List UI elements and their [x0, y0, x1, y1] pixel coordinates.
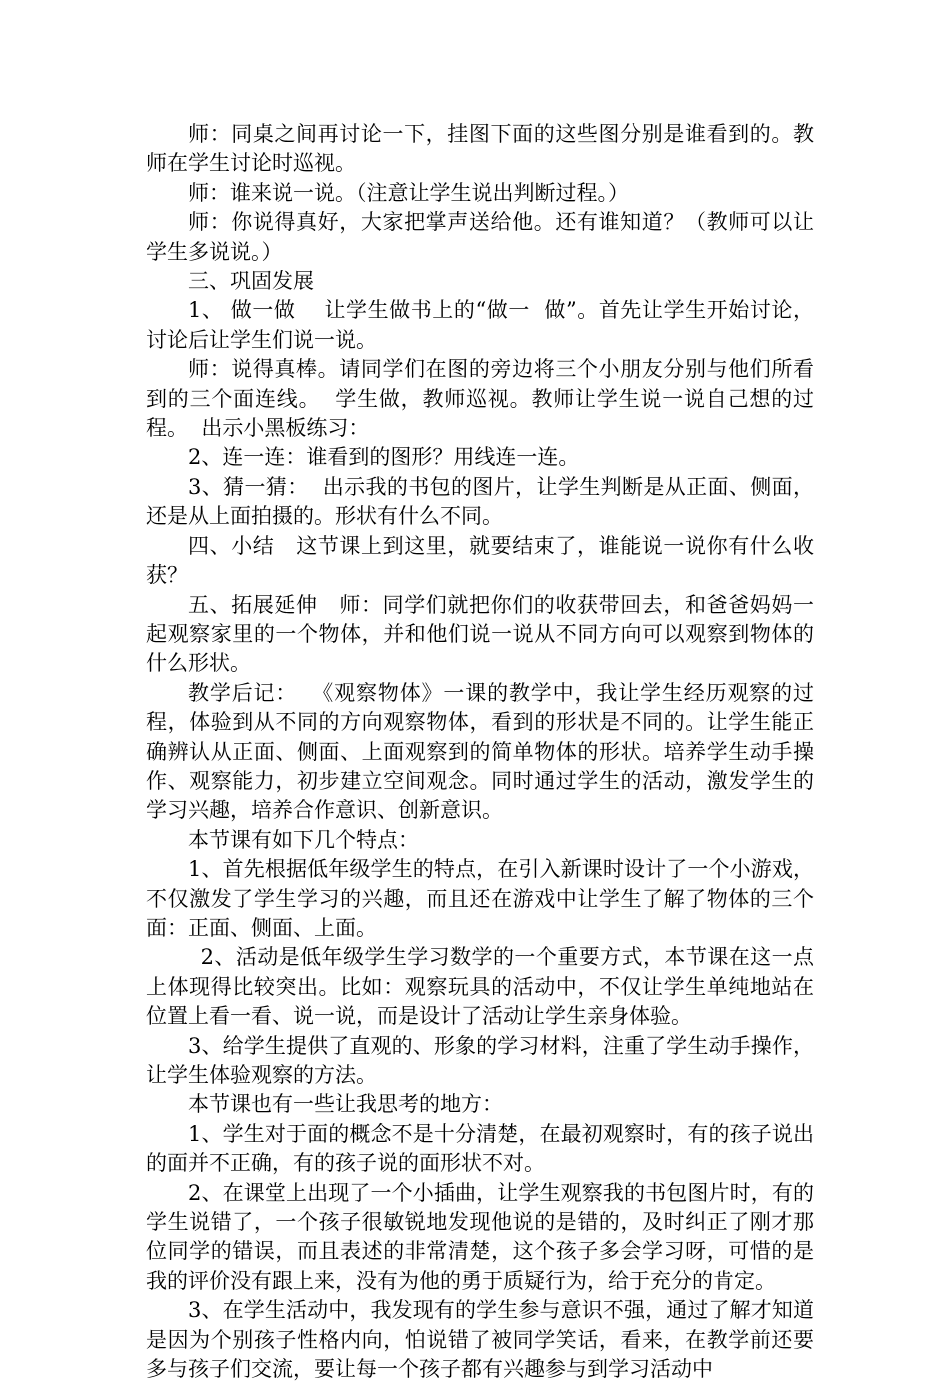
paragraph-thought-1: 1、学生对于面的概念不是十分清楚，在最初观察时，有的孩子说出的面并不正确，有的孩子说的面形状不对。	[146, 1121, 814, 1176]
paragraph-do-it: 1、 做一做 让学生做书上的“做一 做”。首先让学生开始讨论，讨论后让学生们说一说。	[146, 298, 814, 352]
paragraph-features-intro: 本节课有如下几个特点：	[188, 827, 419, 852]
paragraph-feature-2: 2、活动是低年级学生学习数学的一个重要方式，本节课在这一点上体现得比较突出。比如：观察玩具的活动中，不仅让学生单纯地站在位置上看一看、说一说，而是设计了活动让学生亲身体验。	[146, 945, 814, 1029]
paragraph-who-says: 师：谁来说一说。（注意让学生说出判断过程。）	[188, 180, 629, 205]
paragraph-teaching-reflection: 教学后记： 《观察物体》一课的教学中，我让学生经历观察的过程，体验到从不同的方向观察物体，看到的形状是不同的。让学生能正确辨认从正面、侧面、上面观察到的简单物体的形状。培养学生动手操作、观察能力，初步建立空间观念。同时通过学生的活动，激发学生的学习兴趣，培养合作意识、创新意识。	[146, 680, 814, 823]
paragraph-thought-3: 3、在学生活动中，我发现有的学生参与意识不强，通过了解才知道是因为个别孩子性格内向，怕说错了被同学笑话，看来，在教学前还要多与孩子们交流，要让每一个孩子都有兴趣参与到学习活动中	[146, 1298, 814, 1382]
paragraph-discussion: 师：同桌之间再讨论一下，挂图下面的这些图分别是谁看到的。教师在学生讨论时巡视。	[146, 122, 814, 176]
paragraph-exercise-guess: 3、猜一猜： 出示我的书包的图片，让学生判断是从正面、侧面，还是从上面拍摄的。形状有什么不同。	[146, 474, 814, 529]
paragraph-exercise-connect: 2、连一连：谁看到的图形？用线连一连。	[188, 445, 580, 470]
paragraph-thoughts-intro: 本节课也有一些让我思考的地方：	[188, 1092, 503, 1117]
paragraph-feature-1: 1、首先根据低年级学生的特点，在引入新课时设计了一个小游戏，不仅激发了学生学习的兴趣，而且还在游戏中让学生了解了物体的三个面：正面、侧面、上面。	[146, 857, 814, 940]
section-heading-consolidate: 三、巩固发展	[188, 269, 314, 294]
paragraph-feature-3: 3、给学生提供了直观的、形象的学习材料，注重了学生动手操作，让学生体验观察的方法。	[146, 1033, 814, 1087]
section-heading-summary: 四、小结 这节课上到这里，就要结束了，谁能说一说你有什么收获？	[146, 533, 814, 588]
paragraph-connect-lines: 师：说得真棒。请同学们在图的旁边将三个小朋友分别与他们所看到的三个面连线。 学生做，教师巡视。教师让学生说一说自己想的过程。 出示小黑板练习：	[146, 357, 814, 441]
paragraph-praise: 师：你说得真好，大家把掌声送给他。还有谁知道？（教师可以让学生多说说。）	[146, 210, 814, 264]
document-body	[146, 120, 814, 1384]
paragraph-thought-2: 2、在课堂上出现了一个小插曲，让学生观察我的书包图片时，有的学生说错了，一个孩子很敏锐地发现他说的是错的，及时纠正了刚才那位同学的错误，而且表述的非常清楚，这个孩子多会学习呀，可惜的是我的评价没有跟上来，没有为他的勇于质疑行为，给于充分的肯定。	[146, 1180, 814, 1293]
section-heading-extension: 五、拓展延伸 师：同学们就把你们的收获带回去，和爸爸妈妈一起观察家里的一个物体，并和他们说一说从不同方向可以观察到物体的什么形状。	[146, 592, 814, 676]
